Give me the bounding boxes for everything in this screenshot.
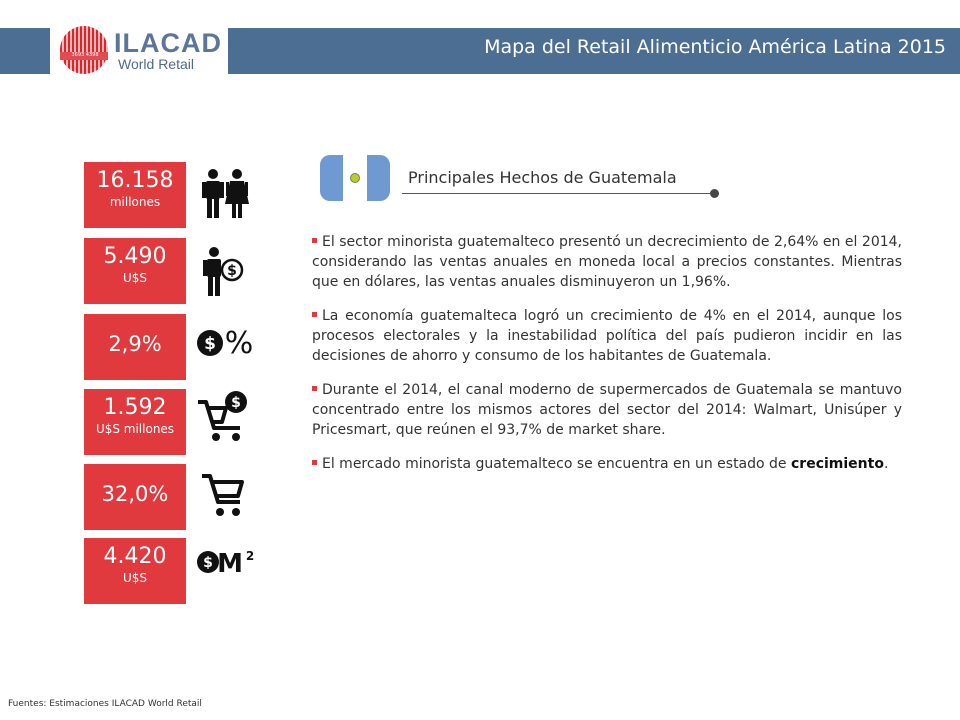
svg-text:2: 2 [245,549,255,563]
stat-value: 16.158 [96,168,174,193]
stat-value: 32,0% [101,482,169,506]
facts-list [312,232,902,488]
bullet-end-text: . [883,456,889,472]
bullet-text: El sector minorista guatemalteco presentó un decrecimiento de 2,64% en el 2014, considerando las ventas anuales en moneda local a precios constantes. Mientras que en dólares, las ventas anuales disminuyeron un 1,96%. [312,234,902,290]
section-title: Principales Hechos de Guatemala [408,168,677,187]
population-icon [196,166,258,222]
svg-text:$: $ [204,334,216,354]
list-item [312,380,902,440]
stat-population [84,162,186,228]
stat-unit: U$S [122,571,148,585]
stat-income [84,238,186,304]
logo-mark-text: 3693 4398 [71,52,99,58]
stat-value: 2,9% [108,332,162,356]
page-title: Mapa del Retail Alimenticio América Latina 2015 [484,36,946,58]
guatemala-flag-icon [320,155,390,201]
cart-dollar-icon [196,388,258,444]
svg-text:M: M [217,549,243,579]
bullet-square-icon [312,238,317,243]
logo-subtitle: World Retail [118,56,194,72]
stat-retail-sales [84,389,186,455]
cart-icon [196,468,258,524]
stat-sales-m2 [84,538,186,604]
bullet-square-icon [312,460,317,465]
stat-value: 4.420 [103,544,167,569]
ilacad-logo-icon [60,26,108,74]
stat-unit: U$S millones [95,422,175,436]
income-per-capita-icon [196,244,258,300]
bullet-text: La economía guatemalteca logró un crecimiento de 4% en el 2014, aunque los procesos electorales y la inestabilidad política del país pudieron incidir en las decisiones de ahorro y consumo de los habitantes de Guatemala. [312,308,902,364]
svg-text:$: $ [227,263,237,279]
bullet-text: El mercado minorista guatemalteco se encuentra en un estado de [322,456,791,472]
bullet-bold-text: crecimiento [791,456,884,472]
bullet-square-icon [312,386,317,391]
stat-value: 1.592 [103,395,167,420]
list-item [312,232,902,292]
stat-unit: millones [109,195,161,209]
footer-source: Fuentes: Estimaciones ILACAD World Retail [8,699,202,709]
svg-text:$: $ [203,555,213,571]
logo-name: ILACAD [114,28,222,58]
stat-growth [84,314,186,380]
svg-text:%: % [224,326,254,361]
stat-unit: U$S [122,271,148,285]
title-underline-dot [710,189,719,198]
stat-share [84,464,186,530]
list-item [312,454,902,474]
bullet-square-icon [312,312,317,317]
bullet-text: Durante el 2014, el canal moderno de supermercados de Guatemala se mantuvo concentrado entre los mismos actores del sector del 2014: Walmart, Unisúper y Pricesmart, que reúnen el 93,7% de market share. [312,382,902,438]
title-underline [402,193,714,194]
list-item [312,306,902,366]
svg-text:$: $ [231,395,241,411]
stat-value: 5.490 [103,244,167,269]
dollar-percent-icon [196,318,258,374]
dollar-m2-icon [196,540,258,596]
